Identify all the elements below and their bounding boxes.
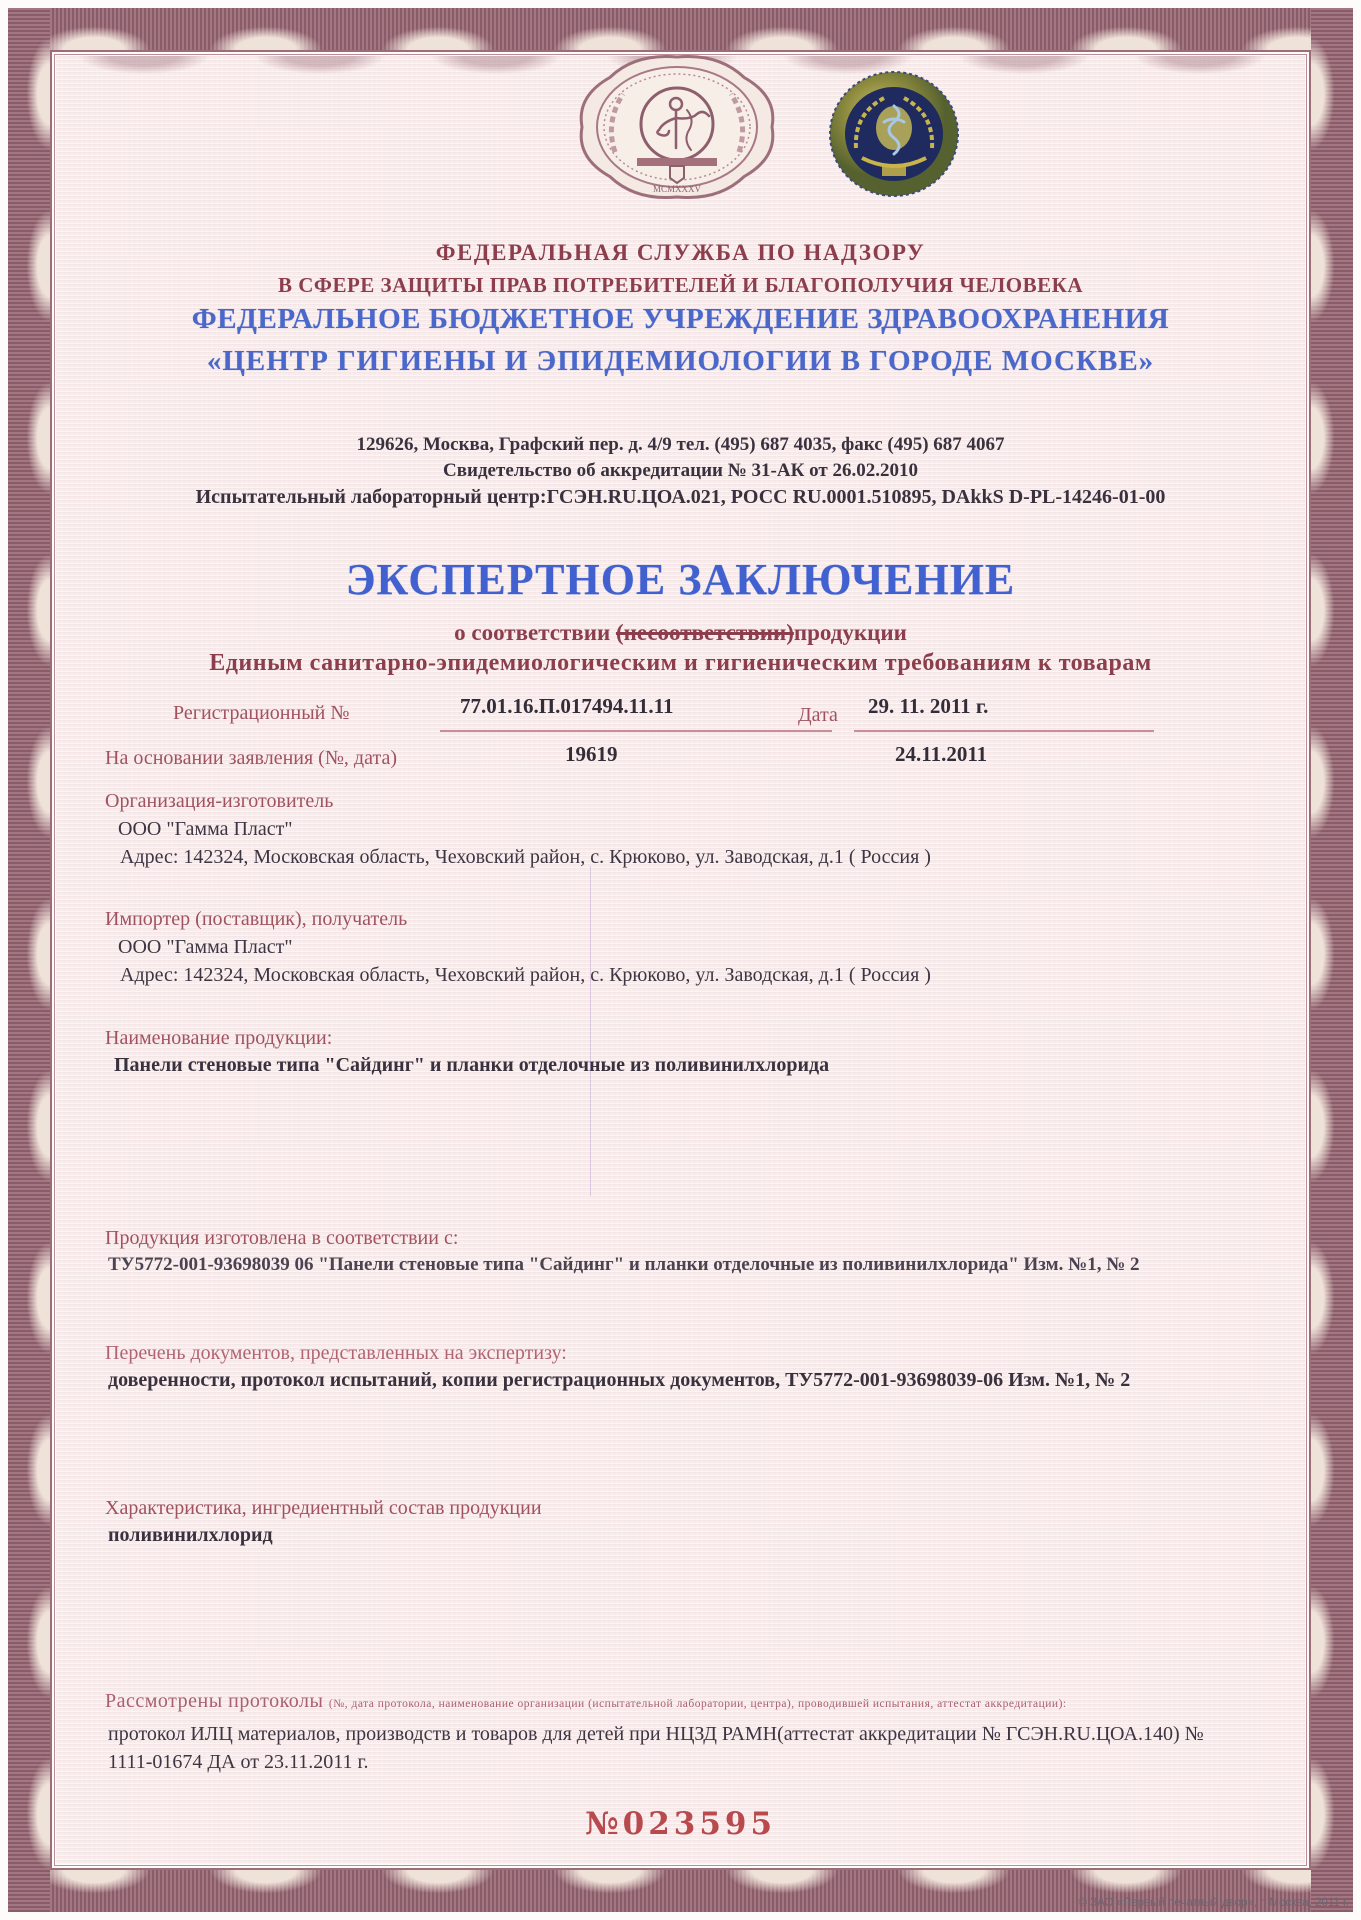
ruled-line [854,730,1154,732]
product-label: Наименование продукции: [105,1027,333,1049]
subtitle-struck-word: (несоответствии) [615,620,794,645]
registration-number-label: Регистрационный № [173,702,350,724]
application-number: 19619 [565,742,618,766]
subtitle-prefix: о соответствии [454,620,616,645]
org-address-line: 129626, Москва, Графский пер. д. 4/9 тел. (495) 687 4035, факс (495) 687 4067 [356,434,1005,455]
federal-service-line1: ФЕДЕРАЛЬНАЯ СЛУЖБА ПО НАДЗОРУ [435,240,926,265]
hygieia-medical-seal-icon [575,52,779,204]
documents-value: доверенности, протокол испытаний, копии регистрационных документов, ТУ5772-001-93698039-06 Изм. №1, № 2 [108,1369,1131,1391]
application-date: 24.11.2011 [895,742,988,766]
importer-address: Адрес: 142324, Московская область, Чеховский район, с. Крюково, ул. Заводская, д.1 ( Россия ) [120,964,931,986]
hologram-seal-icon [826,70,962,200]
documents-label: Перечень документов, представленных на экспертизу: [105,1342,567,1364]
manufacturer-name: ООО "Гамма Пласт" [118,818,293,840]
protocols-label-note: (№, дата протокола, наименование организации (испытательной лаборатории, центра), проводившей испытания, аттестат аккредитации): [328,1698,1067,1710]
page-crease-line [590,866,591,1196]
importer-label: Импортер (поставщик), получатель [105,908,408,930]
protocols-label-row [105,1690,1275,1713]
date-value: 29. 11. 2011 г. [868,694,989,718]
accreditation-line: Свидетельство об аккредитации № 31-АК от 26.02.2010 [443,460,918,481]
document-subtitle [56,620,1305,646]
protocols-value: протокол ИЛЦ материалов, производств и товаров для детей при НЦЗД РАМН(аттестат аккредитации № ГСЭН.RU.ЦОА.140) № 1111-01674 ДА от 23.11.2011 г. [108,1723,1204,1773]
subtitle-suffix: продукции [793,620,907,645]
print-house-credit: © ЗАО «Первый печатный двор», г. Москва, 2011 г. [1078,1897,1349,1909]
ruled-line [440,730,832,732]
product-value: Панели стеновые типа "Сайдинг" и планки отделочные из поливинилхлорида [114,1054,830,1076]
standard-value: ТУ5772-001-93698039 06 "Панели стеновые типа "Сайдинг" и планки отделочные из поливинилхлорида" Изм. №1, № 2 [108,1254,1140,1275]
requirements-line: Единым санитарно-эпидемиологическим и гигиеническим требованиям к товарам [209,650,1152,676]
importer-name: ООО "Гамма Пласт" [118,936,293,958]
border-guilloche-right [1311,8,1353,1912]
document-title: ЭКСПЕРТНОЕ ЗАКЛЮЧЕНИЕ [345,555,1016,604]
organization-name-line2: «ЦЕНТР ГИГИЕНЫ И ЭПИДЕМИОЛОГИИ В ГОРОДЕ МОСКВЕ» [206,345,1155,377]
lab-center-line: Испытательный лабораторный центр:ГСЭН.RU.ЦОА.021, РОСС RU.0001.510895, DAkkS D-PL-14246-01-00 [195,486,1166,508]
composition-value: поливинилхлорид [108,1524,273,1546]
border-guilloche-left [8,8,50,1912]
blank-number: №023595 [584,1806,777,1842]
federal-service-line2: В СФЕРЕ ЗАЩИТЫ ПРАВ ПОТРЕБИТЕЛЕЙ И БЛАГОПОЛУЧИЯ ЧЕЛОВЕКА [278,273,1083,297]
date-label: Дата [798,704,838,726]
border-guilloche-top [8,8,1353,50]
application-label: На основании заявления (№, дата) [105,747,397,769]
composition-label: Характеристика, ингредиентный состав продукции [105,1497,542,1519]
standard-label: Продукция изготовлена в соответствии с: [105,1227,459,1249]
manufacturer-address: Адрес: 142324, Московская область, Чеховский район, с. Крюково, ул. Заводская, д.1 ( Россия ) [120,846,931,868]
document-body [56,56,1305,1864]
protocols-label: Рассмотрены протоколы [105,1690,329,1712]
seal-caption: MCMXXXV [652,184,702,194]
registration-number-value: 77.01.16.П.017494.11.11 [460,694,674,718]
manufacturer-label: Организация-изготовитель [105,790,334,812]
organization-name-line1: ФЕДЕРАЛЬНОЕ БЮДЖЕТНОЕ УЧРЕЖДЕНИЕ ЗДРАВООХРАНЕНИЯ [191,303,1170,335]
